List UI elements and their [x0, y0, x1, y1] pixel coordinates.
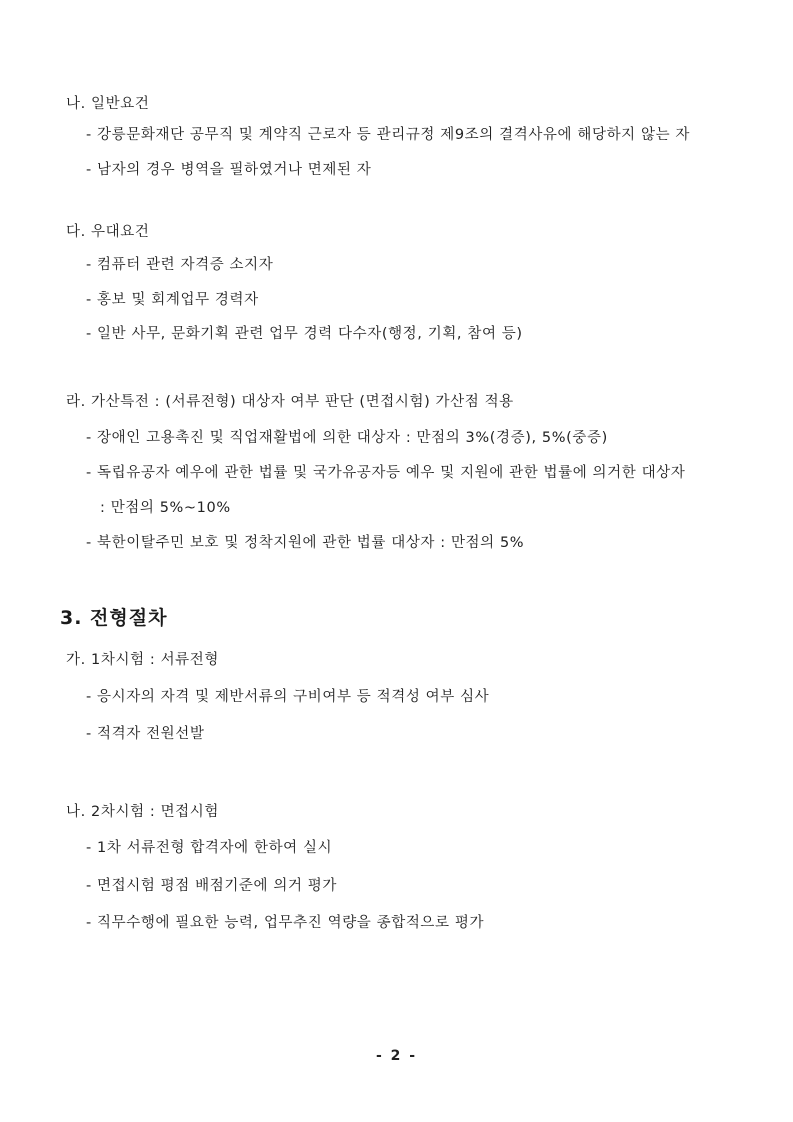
- preferred-requirements-heading: 다. 우대요건: [66, 224, 150, 240]
- second-exam-item: - 면접시험 평점 배점기준에 의거 평가: [86, 878, 337, 894]
- bonus-point-item: - 장애인 고용촉진 및 직업재활법에 의한 대상자 : 만점의 3%(경증), 5%(중증): [86, 430, 608, 446]
- second-exam-heading: 나. 2차시험 : 면접시험: [66, 804, 220, 820]
- preferred-requirement-item: - 컴퓨터 관련 자격증 소지자: [86, 257, 274, 273]
- preferred-requirement-item: - 홍보 및 회계업무 경력자: [86, 292, 259, 308]
- general-requirement-item: - 남자의 경우 병역을 필하였거나 면제된 자: [86, 162, 372, 178]
- general-requirement-item: - 강릉문화재단 공무직 및 계약직 근로자 등 관리규정 제9조의 결격사유에 해당하지 않는 자: [86, 127, 691, 143]
- bonus-point-item: - 독립유공자 예우에 관한 법률 및 국가유공자등 예우 및 지원에 관한 법률에 의거한 대상자: [86, 465, 686, 481]
- bonus-point-item-continuation: : 만점의 5%~10%: [100, 500, 231, 516]
- page-number: - 2 -: [375, 1048, 418, 1064]
- general-requirements-heading: 나. 일반요건: [66, 96, 150, 112]
- second-exam-item: - 직무수행에 필요한 능력, 업무추진 역량을 종합적으로 평가: [86, 915, 485, 931]
- preferred-requirement-item: - 일반 사무, 문화기획 관련 업무 경력 다수자(행정, 기획, 참여 등): [86, 326, 523, 342]
- section-title-selection-procedure: 3. 전형절차: [60, 607, 168, 629]
- first-exam-heading: 가. 1차시험 : 서류전형: [66, 652, 220, 668]
- first-exam-item: - 적격자 전원선발: [86, 726, 205, 742]
- second-exam-item: - 1차 서류전형 합격자에 한하여 실시: [86, 840, 333, 856]
- bonus-points-heading: 라. 가산특전 : (서류전형) 대상자 여부 판단 (면접시험) 가산점 적용: [66, 394, 514, 410]
- bonus-point-item: - 북한이탈주민 보호 및 정착지원에 관한 법률 대상자 : 만점의 5%: [86, 535, 525, 551]
- first-exam-item: - 응시자의 자격 및 제반서류의 구비여부 등 적격성 여부 심사: [86, 689, 490, 705]
